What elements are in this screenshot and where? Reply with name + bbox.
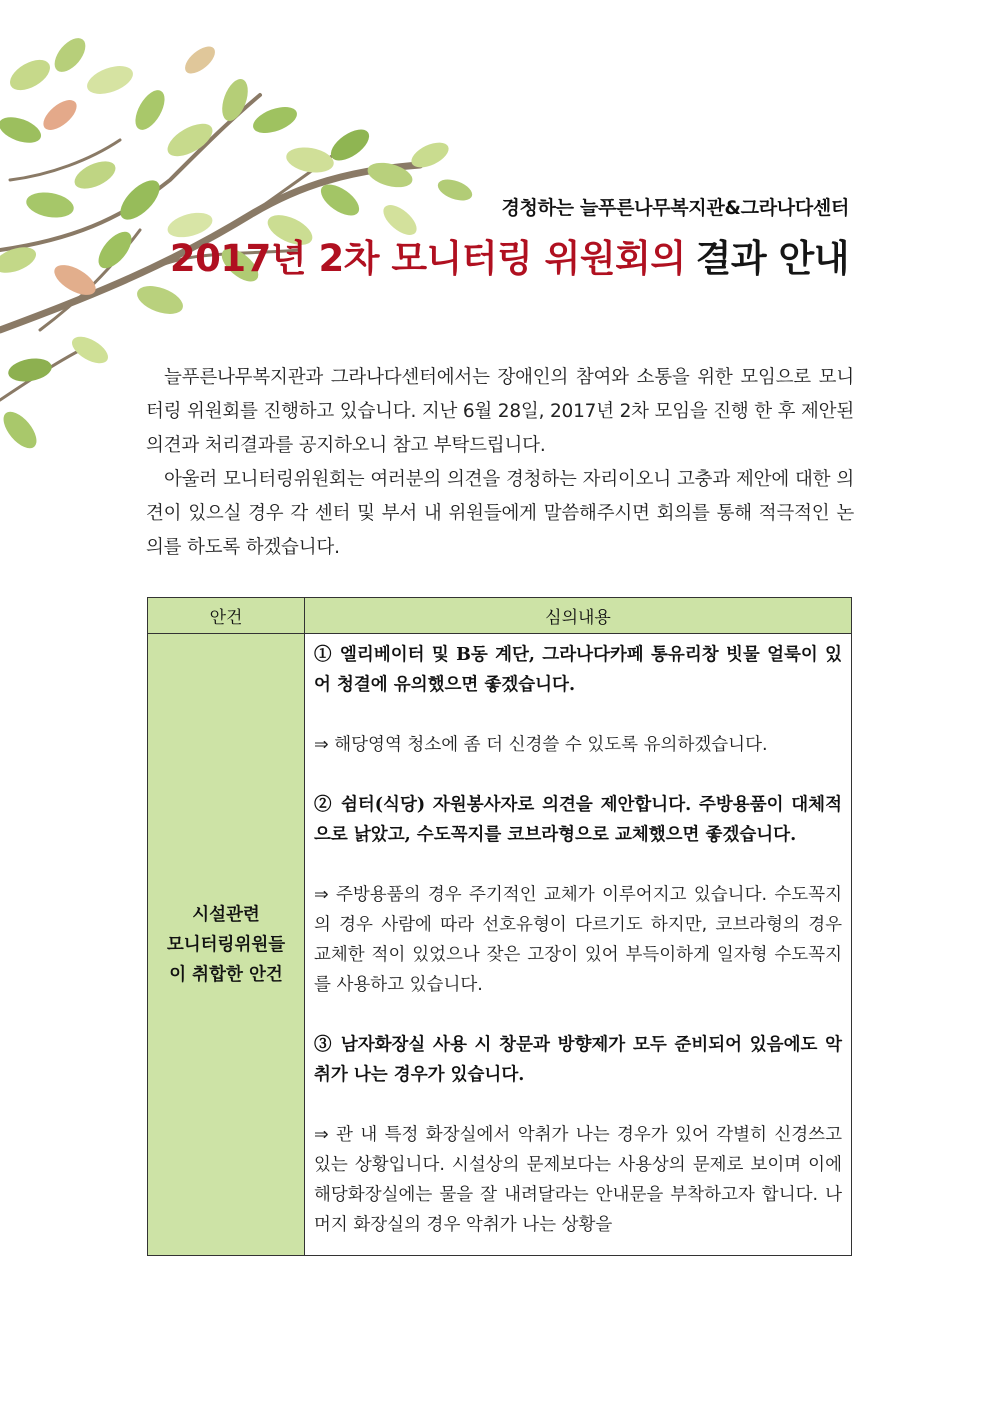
- answer-3: ⇒ 관 내 특정 화장실에서 악취가 나는 경우가 있어 각별히 신경쓰고 있는 상황입니다. 시설상의 문제보다는 사용상의 문제로 보이며 이에 해당화장실에는 물을 잘 내려달라는 안내문을 부착하고자 합니다. 나머지 화장실의 경우 악취가 나는 상황을: [314, 1125, 842, 1235]
- column-header-content: 심의내용: [305, 598, 852, 634]
- agenda-category-line: 모니터링위원들: [166, 934, 286, 955]
- results-table: [147, 597, 852, 1256]
- question-1: ① 엘리베이터 및 B동 계단, 그라나다카페 통유리창 빗물 얼룩이 있어 청결에 유의했으면 좋겠습니다.: [314, 645, 842, 695]
- page-title-main: 2017년 2차 모니터링 위원회의: [169, 237, 686, 280]
- table-row: [148, 634, 852, 1256]
- answer-1: ⇒ 해당영역 청소에 좀 더 신경쓸 수 있도록 유의하겠습니다.: [314, 735, 768, 755]
- intro-text: [146, 361, 854, 565]
- agenda-category: [148, 634, 305, 1256]
- question-2: ② 쉼터(식당) 자원봉사자로 의견을 제안합니다. 주방용품이 대체적으로 낡았고, 수도꼭지를 코브라형으로 교체했으면 좋겠습니다.: [314, 795, 842, 845]
- column-header-agenda: 안건: [148, 598, 305, 634]
- page-title: [170, 228, 849, 282]
- organization-subtitle: 경청하는 늘푸른나무복지관&그라나다센터: [501, 197, 849, 219]
- intro-paragraph-1: 늘푸른나무복지관과 그라나다센터에서는 장애인의 참여와 소통을 위한 모임으로 모니터링 위원회를 진행하고 있습니다. 지난 6월 28일, 2017년 2차 모임을 진행 한 후 제안된 의견과 처리결과를 공지하오니 참고 부탁드립니다.: [146, 367, 854, 456]
- question-3: ③ 남자화장실 사용 시 창문과 방향제가 모두 준비되어 있음에도 악취가 나는 경우가 있습니다.: [314, 1035, 842, 1085]
- table-header-row: [148, 598, 852, 634]
- agenda-category-line: 시설관련: [192, 904, 260, 925]
- page-title-suffix: 결과 안내: [695, 237, 849, 280]
- agenda-category-line: 이 취합한 안건: [169, 964, 283, 985]
- intro-paragraph-2: 아울러 모니터링위원회는 여러분의 의견을 경청하는 자리이오니 고충과 제안에 대한 의견이 있으실 경우 각 센터 및 부서 내 위원들에게 말씀해주시면 회의를 통해 적극적인 논의를 하도록 하겠습니다.: [146, 469, 854, 558]
- answer-2: ⇒ 주방용품의 경우 주기적인 교체가 이루어지고 있습니다. 수도꼭지의 경우 사람에 따라 선호유형이 다르기도 하지만, 코브라형의 경우 교체한 적이 있었으나 잦은 고장이 있어 부득이하게 일자형 수도꼭지를 사용하고 있습니다.: [314, 885, 842, 995]
- review-content: [305, 634, 852, 1256]
